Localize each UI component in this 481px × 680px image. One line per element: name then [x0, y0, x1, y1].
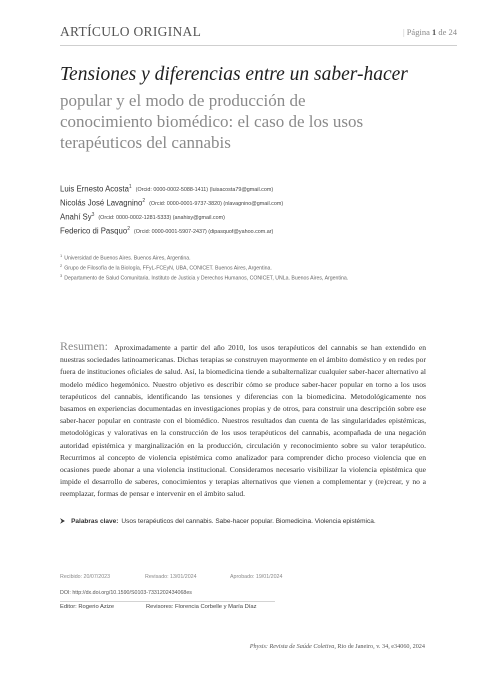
author-affil-mark: 3 — [91, 212, 95, 218]
author-name: Anahí Sy — [60, 212, 92, 222]
affiliation — [60, 261, 460, 271]
author — [60, 194, 460, 208]
author-affil-mark: 2 — [142, 198, 146, 204]
abstract-label: Resumen: — [60, 339, 108, 353]
affiliation-text: Departamento de Salud Comunitaria. Instituto de Justicia y Derechos Humanos, CONICET, UNLa. Buenos Aires, Argentina. — [64, 275, 349, 282]
editors-divider — [60, 601, 275, 602]
dates-row — [60, 574, 460, 580]
date-approved: Aprobado: 19/01/2024 — [230, 574, 283, 580]
journal-details: , Rio de Janeiro, v. 34, e34060, 2024 — [334, 643, 425, 650]
affiliation-mark: 1 — [60, 253, 63, 258]
date-revised: Revisado: 13/01/2024 — [145, 574, 197, 580]
date-received: Recibido: 20/07/2023 — [60, 574, 111, 580]
affiliation — [60, 251, 460, 261]
affiliation-list — [60, 251, 460, 281]
editor-name: Editor: Rogerio Azize — [60, 604, 115, 610]
author-name: Nicolás José Lavagnino — [60, 198, 143, 208]
author — [60, 222, 460, 236]
editors-row — [60, 604, 257, 610]
affiliation-text: Grupo de Filosofía de la Biología, FFyL-FCEyN, UBA, CONICET. Buenos Aires, Argentina. — [64, 265, 272, 272]
title-line: terapéuticos del cannabis — [60, 133, 231, 152]
keywords — [60, 518, 440, 526]
author-affil-mark: 1 — [128, 184, 132, 190]
author-name: Luis Ernesto Acosta — [60, 184, 129, 194]
page-total: de 24 — [438, 27, 457, 37]
affiliation — [60, 271, 460, 281]
author-affil-mark: 2 — [127, 226, 130, 232]
arrow-right-icon: ⮞ — [60, 518, 66, 525]
section-label: ARTÍCULO ORIGINAL — [60, 24, 202, 39]
title-line: conocimiento biomédico: el caso de los usos — [60, 112, 364, 131]
author-name: Federico di Pasquo — [60, 226, 128, 236]
author-orcid[interactable]: (Orcid: 0000-0002-5088-1411) (luisacosta79@gmail.com) — [135, 187, 274, 194]
page-prefix: Página — [406, 27, 430, 37]
author — [60, 208, 460, 222]
title-rest — [60, 90, 460, 153]
affiliation-text: Universidad de Buenos Aires. Buenos Aires, Argentina. — [64, 255, 191, 262]
author — [60, 180, 460, 194]
abstract — [60, 340, 426, 501]
journal-name: Physis: Revista de Saúde Coletiva — [249, 643, 335, 650]
affiliation-mark: 2 — [60, 263, 63, 268]
header-divider — [60, 45, 457, 46]
page-number-divider: | — [403, 27, 405, 37]
reviewers-names: Revisores: Florencia Corbelle y María Díaz — [146, 604, 257, 610]
journal-citation — [250, 643, 425, 650]
keywords-label: Palabras clave: — [71, 518, 119, 525]
title-italic: Tensiones y diferencias entre un saber-hacer — [60, 64, 408, 85]
title-line: popular y el modo de producción de — [60, 91, 306, 110]
affiliation-mark: 3 — [60, 273, 63, 278]
abstract-text: Aproximadamente a partir del año 2010, los usos terapéuticos del cannabis se han extendido en nuestras sociedades latinoamericanas. Dichas terapias se construyen mayormente en el ámbito doméstico y en redes por fuera de instituciones oficiales de salud. Así, la biomedicina tiende a subalternalizar cualquier saber-hacer alternativo al modelo médico hegemónico. Nuestro objetivo es describir cómo se produce saber-hacer popular en torno a los usos terapéuticos del cannabis, identificando las tensiones y diferencias con la biomedicina. Metodológicamente nos basamos en experiencias documentadas en investigaciones propias y de otros, para construir una descripción sobre ese saber-hacer popular en contraste con el biomédico. Nuestros resultados dan cuenta de las singularidades epistémicas, metodológicas y valorativas en la construcción de los usos terapéuticos del cannabis, acompañada de una negación autoridad epistémica y marginalización en la producción, circulación y reconocimiento sobre su valor terapéutico. Recurrimos al concepto de violencia epistémica como analizador para comprender dicho proceso violencia que en ocasiones puede abonar a una violencia institucional. Consideramos necesario visibilizar la violencia epistémica que impide el desarrollo de saberes, conocimientos y terapias alternativos que vienen a complementar y (re)crear, y no a reemplazar, formas de pensar e intervenir en el ámbito salud. — [60, 343, 426, 499]
author-orcid[interactable]: (Orcid: 0000-0001-5907-2437) (dipasquof@yahoo.com.ar) — [133, 229, 274, 236]
author-orcid[interactable]: (Orcid: 0000-0001-9737-3820) (nlavagnino@gmail.com) — [149, 201, 284, 208]
page-number — [403, 27, 457, 37]
doi-link[interactable]: DOI: http://dx.doi.org/10.1590/S0103-7331202434068es — [60, 590, 192, 596]
author-orcid[interactable]: (Orcid: 0000-0002-1281-5333) (anahisy@gmail.com) — [98, 215, 225, 222]
page-current: 1 — [431, 27, 437, 37]
author-list — [60, 180, 460, 236]
keywords-text: Usos terapéuticos del cannabis. Sabe-hacer popular. Biomedicina. Violencia epistémica. — [121, 518, 376, 525]
